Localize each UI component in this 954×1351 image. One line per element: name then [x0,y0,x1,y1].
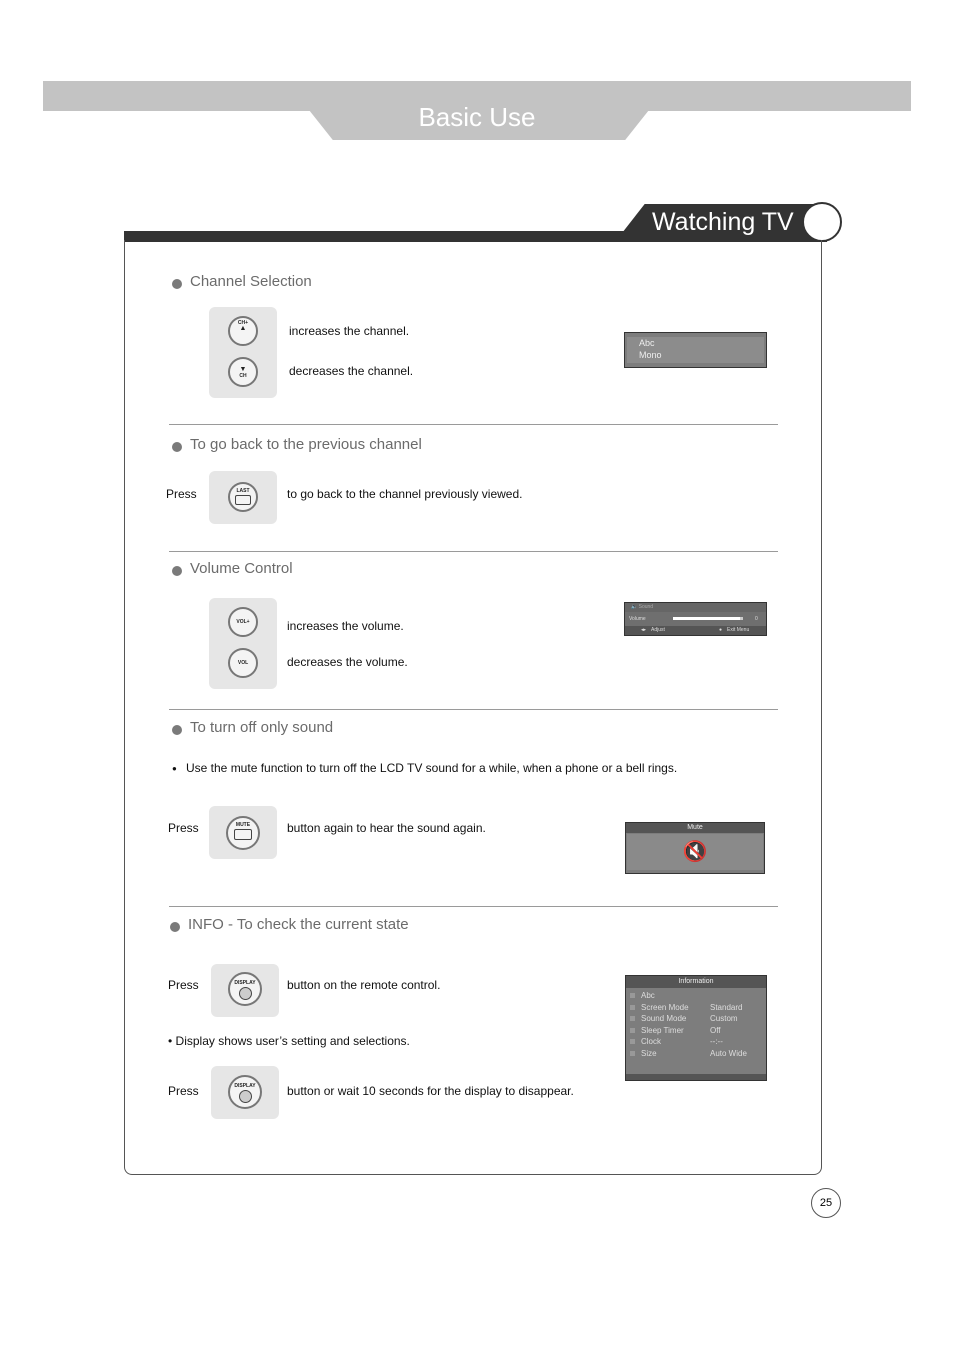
osd-mute-head: Mute [626,823,764,833]
channel-down-label: CH [239,373,247,379]
button-key-icon [239,987,252,1000]
last-button[interactable] [228,482,258,512]
volume-up-text: increases the volume. [287,619,404,633]
volume-level-bar [673,617,740,620]
display-button-label: DISPLAY [234,1083,256,1089]
info-text-2: button or wait 10 seconds for the display to disappear. [287,1084,574,1098]
mute-bullet-text: Use the mute function to turn off the LCD TV sound for a while, when a phone or a bell rings. [186,761,678,775]
volume-osd [624,602,767,636]
button-key-icon [239,1090,252,1103]
page-number: 25 [811,1188,841,1218]
volume-track [673,617,743,620]
press-label: Press [166,487,197,501]
bullet-icon [172,566,182,576]
previous-text: to go back to the channel previously viewed. [287,487,523,501]
row-square-icon [630,1039,635,1044]
channel-section-title: Channel Selection [190,273,312,290]
muted-speaker-icon: 🔇 [627,834,763,870]
display-button-label: DISPLAY [234,980,256,986]
info-osd [625,975,767,1081]
osd-info-row: Sleep Timer Off [630,1025,762,1037]
arrow-down-icon: ▼ [239,366,247,373]
section-title: Watching TV [652,208,794,236]
mute-text: button again to hear the sound again. [287,821,486,835]
press-label: Press [168,821,199,835]
channel-up-label: CH+ [237,320,249,326]
row-square-icon [630,1051,635,1056]
small-bullet-icon: ● [172,764,177,773]
info-note: • Display shows user’s setting and selections. [168,1034,410,1048]
channel-up-text: increases the channel. [289,324,410,338]
divider [169,424,778,425]
bullet-icon [172,442,182,452]
section-circle [802,202,842,242]
mute-button-plate [209,806,277,859]
channel-up-button[interactable] [228,316,258,346]
previous-section-title: To go back to the previous channel [190,436,422,453]
row-square-icon [630,1005,635,1010]
osd-volume-row: Volume 0 [625,612,766,626]
channel-button-plate [209,307,277,398]
volume-down-text: decreases the volume. [287,655,408,669]
osd-info-row: Size Auto Wide [630,1048,762,1060]
row-square-icon [630,1016,635,1021]
osd-info-row: Screen Mode Standard [630,1002,762,1014]
bullet-icon [172,725,182,735]
page-title: Basic Use [418,102,536,132]
osd-hint-row: ◂▸ Adjust ● Exit Menu [625,626,766,635]
osd-sound-head: 🔈 Sound [625,603,766,612]
bullet-icon [170,922,180,932]
display-button[interactable] [228,1075,262,1109]
mute-osd [625,822,765,874]
display-button-plate-1 [211,964,279,1017]
speaker-icon: 🔈 [631,604,638,610]
osd-audio-mode: Mono [639,350,662,360]
press-label: Press [168,978,199,992]
info-text-1: button on the remote control. [287,978,441,992]
arrow-up-icon: ▲ [239,325,247,332]
divider [169,709,778,710]
osd-info-row: Sound Mode Custom [630,1013,762,1025]
channel-down-button[interactable] [228,357,258,387]
volume-up-label: VOL+ [236,619,250,625]
mute-section-title: To turn off only sound [190,719,334,736]
mute-button-label: MUTE [235,822,251,828]
row-square-icon [630,993,635,998]
channel-down-text: decreases the channel. [289,364,414,378]
press-label: Press [168,1084,199,1098]
osd-info-row: Clock --:-- [630,1036,762,1048]
volume-button-plate [209,598,277,689]
osd-info-footer [626,1074,766,1080]
info-section-title: INFO - To check the current state [188,916,409,933]
mute-button[interactable] [226,816,260,850]
volume-up-button[interactable] [228,607,258,637]
osd-channel-name: Abc [639,338,655,348]
volume-down-button[interactable] [228,648,258,678]
menu-dot-icon: ● [719,627,723,633]
display-button[interactable] [228,972,262,1006]
osd-info-head: Information [626,976,766,988]
divider [169,906,778,907]
row-square-icon [630,1028,635,1033]
button-key-icon [235,495,251,505]
channel-osd [624,332,767,368]
divider [169,551,778,552]
display-button-plate-2 [211,1066,279,1119]
osd-info-rows [626,988,766,1059]
osd-info-row: Abc [630,990,762,1002]
button-key-icon [234,829,252,840]
last-button-plate [209,471,277,524]
bullet-icon [172,279,182,289]
last-button-label: LAST [236,488,250,494]
volume-down-label: VOL [237,660,249,666]
volume-section-title: Volume Control [190,560,293,577]
